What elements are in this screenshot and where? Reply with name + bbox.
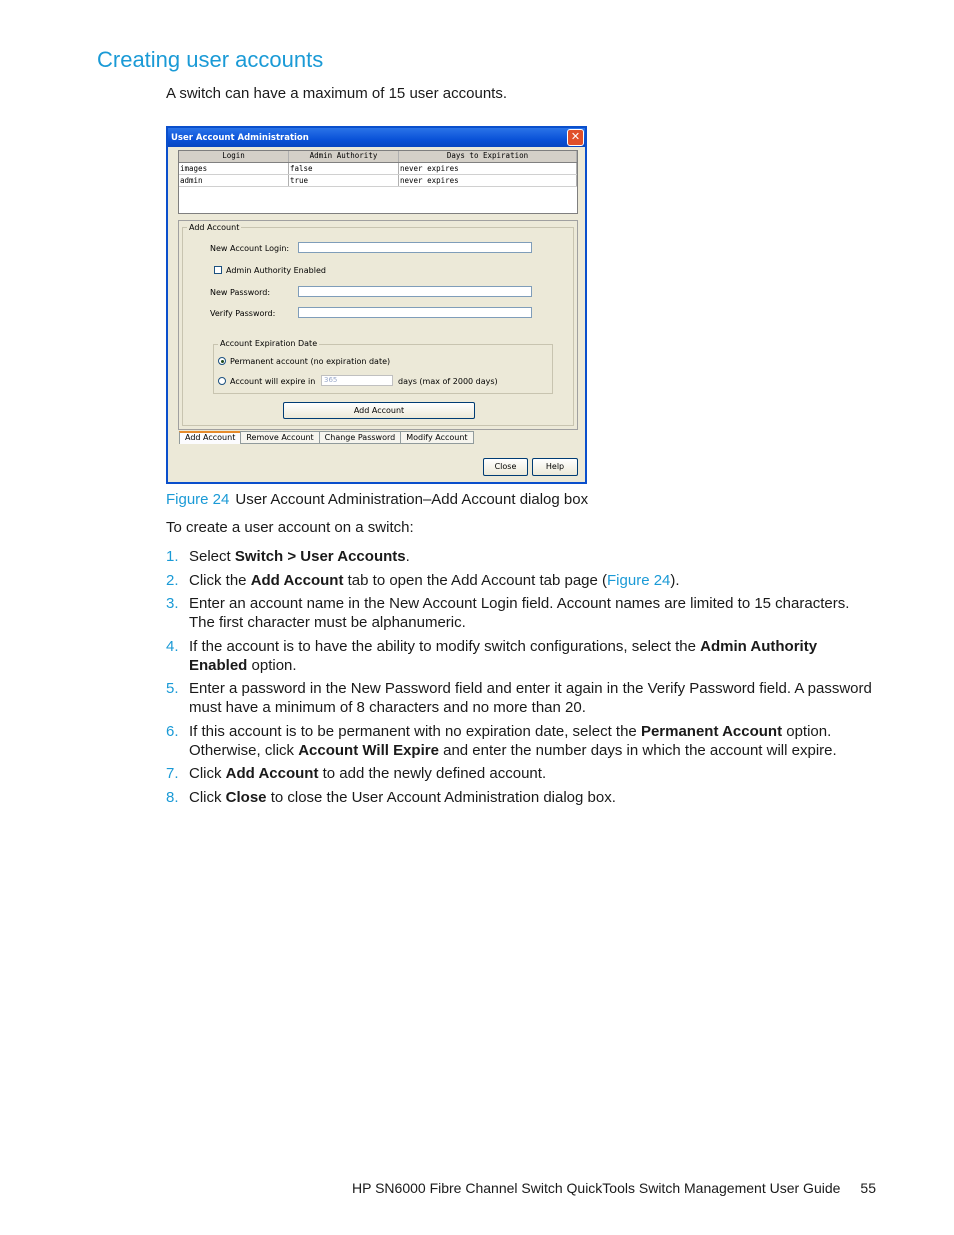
- admin-authority-label: Admin Authority Enabled: [226, 266, 326, 275]
- step-text: to close the User Account Administration dialog box.: [266, 788, 616, 806]
- add-account-group: [182, 223, 574, 426]
- tab-add-account[interactable]: Add Account: [179, 431, 241, 444]
- step-text: to add the newly defined account.: [318, 765, 547, 782]
- step-bold: Close: [225, 788, 267, 806]
- tab-strip: [179, 431, 473, 444]
- step-text: Select: [189, 548, 235, 565]
- step-text: .: [405, 548, 410, 565]
- step-bold: Account Will Expire: [298, 741, 439, 759]
- table-cell: false: [289, 163, 399, 174]
- step-number: 4.: [166, 637, 179, 655]
- permanent-radio-label: Permanent account (no expiration date): [230, 357, 391, 366]
- step-bold: Add Account: [250, 571, 344, 589]
- list-item: [166, 594, 878, 632]
- table-cell: never expires: [399, 175, 577, 186]
- step-text: Click: [189, 765, 226, 782]
- verify-password-input[interactable]: [298, 307, 532, 318]
- page-footer: [352, 1180, 876, 1196]
- figure-link[interactable]: Figure 24: [607, 571, 671, 589]
- table-cell: true: [289, 175, 399, 186]
- days-suffix: days (max of 2000 days): [398, 377, 498, 386]
- list-item: [166, 571, 878, 590]
- step-text: Enter a password in the New Password field and enter it again in the Verify Password field. A password must have a minimum of 8 characters and no more than 20.: [189, 680, 872, 716]
- admin-authority-checkbox[interactable]: [214, 266, 222, 274]
- expire-radio[interactable]: [218, 377, 226, 385]
- step-number: 3.: [166, 595, 179, 612]
- group-label: Add Account: [189, 223, 240, 232]
- list-item: [166, 764, 878, 783]
- table-cell: images: [179, 163, 289, 174]
- dialog-titlebar: [168, 128, 585, 147]
- table-header: [179, 151, 577, 163]
- step-bold: Switch > User Accounts: [234, 548, 406, 565]
- step-text: tab to open the Add Account tab page (: [343, 571, 608, 589]
- close-icon[interactable]: ✕: [567, 129, 584, 146]
- accounts-table: [178, 150, 578, 214]
- new-login-input[interactable]: [298, 242, 532, 253]
- step-text: If this account is to be permanent with no expiration date, select the: [189, 722, 641, 740]
- step-bold: Admin Authority Enabled: [189, 637, 818, 674]
- list-item: [166, 788, 878, 807]
- permanent-radio[interactable]: [218, 357, 226, 365]
- step-number: 8.: [166, 788, 179, 806]
- user-account-dialog: [166, 126, 587, 484]
- step-text: ).: [670, 571, 680, 589]
- footer-title: HP SN6000 Fibre Channel Switch QuickTools Switch Management User Guide: [352, 1180, 841, 1196]
- step-number: 5.: [166, 680, 179, 697]
- column-header-expiration[interactable]: Days to Expiration: [399, 151, 577, 162]
- table-cell: admin: [179, 175, 289, 186]
- table-row[interactable]: [179, 163, 577, 175]
- step-text: Click the: [189, 571, 251, 589]
- step-text: and enter the number days in which the account will expire.: [438, 741, 837, 759]
- step-number: 7.: [166, 765, 179, 782]
- expiration-group-label: Account Expiration Date: [220, 339, 318, 348]
- add-account-button[interactable]: Add Account: [283, 402, 475, 419]
- list-item: [166, 637, 878, 675]
- figure-caption-text: User Account Administration–Add Account dialog box: [235, 491, 589, 508]
- step-number: 6.: [166, 722, 179, 740]
- help-button[interactable]: Help: [532, 458, 578, 476]
- column-header-admin[interactable]: Admin Authority: [289, 151, 399, 162]
- new-login-label: New Account Login:: [210, 244, 290, 253]
- tab-remove-account[interactable]: Remove Account: [240, 431, 319, 444]
- intro-text: A switch can have a maximum of 15 user accounts.: [166, 85, 507, 102]
- procedure-lead: To create a user account on a switch:: [166, 519, 414, 536]
- step-bold: Add Account: [225, 765, 319, 782]
- step-text: Click: [189, 788, 226, 806]
- page-number: 55: [860, 1180, 876, 1196]
- step-text: If the account is to have the ability to modify switch configurations, select the: [189, 637, 701, 655]
- table-cell: never expires: [399, 163, 577, 174]
- tab-change-password[interactable]: Change Password: [319, 431, 402, 444]
- figure-number: Figure 24: [166, 491, 230, 508]
- list-item: [166, 679, 878, 717]
- step-number: 2.: [166, 571, 179, 589]
- step-bold: Permanent Account: [640, 722, 783, 740]
- step-text: option. Otherwise, click: [189, 722, 832, 759]
- step-text: option.: [247, 656, 297, 674]
- close-button[interactable]: Close: [483, 458, 528, 476]
- figure-caption: [166, 491, 588, 508]
- new-password-label: New Password:: [210, 288, 271, 297]
- verify-password-label: Verify Password:: [210, 309, 276, 318]
- column-header-login[interactable]: Login: [179, 151, 289, 162]
- procedure-steps: [166, 547, 878, 811]
- page-title: Creating user accounts: [97, 47, 324, 72]
- expiration-group: [213, 339, 553, 394]
- list-item: [166, 722, 878, 760]
- step-text: Enter an account name in the New Account Login field. Account names are limited to 15 characters. The first character must be alphanumeric.: [189, 595, 850, 631]
- table-row[interactable]: [179, 175, 577, 187]
- list-item: [166, 547, 878, 566]
- expire-radio-label: Account will expire in: [230, 377, 316, 386]
- add-account-panel: [178, 220, 578, 430]
- dialog-title: User Account Administration: [171, 133, 309, 143]
- expire-days-input[interactable]: 365: [321, 375, 393, 386]
- step-number: 1.: [166, 548, 179, 565]
- tab-modify-account[interactable]: Modify Account: [400, 431, 473, 444]
- new-password-input[interactable]: [298, 286, 532, 297]
